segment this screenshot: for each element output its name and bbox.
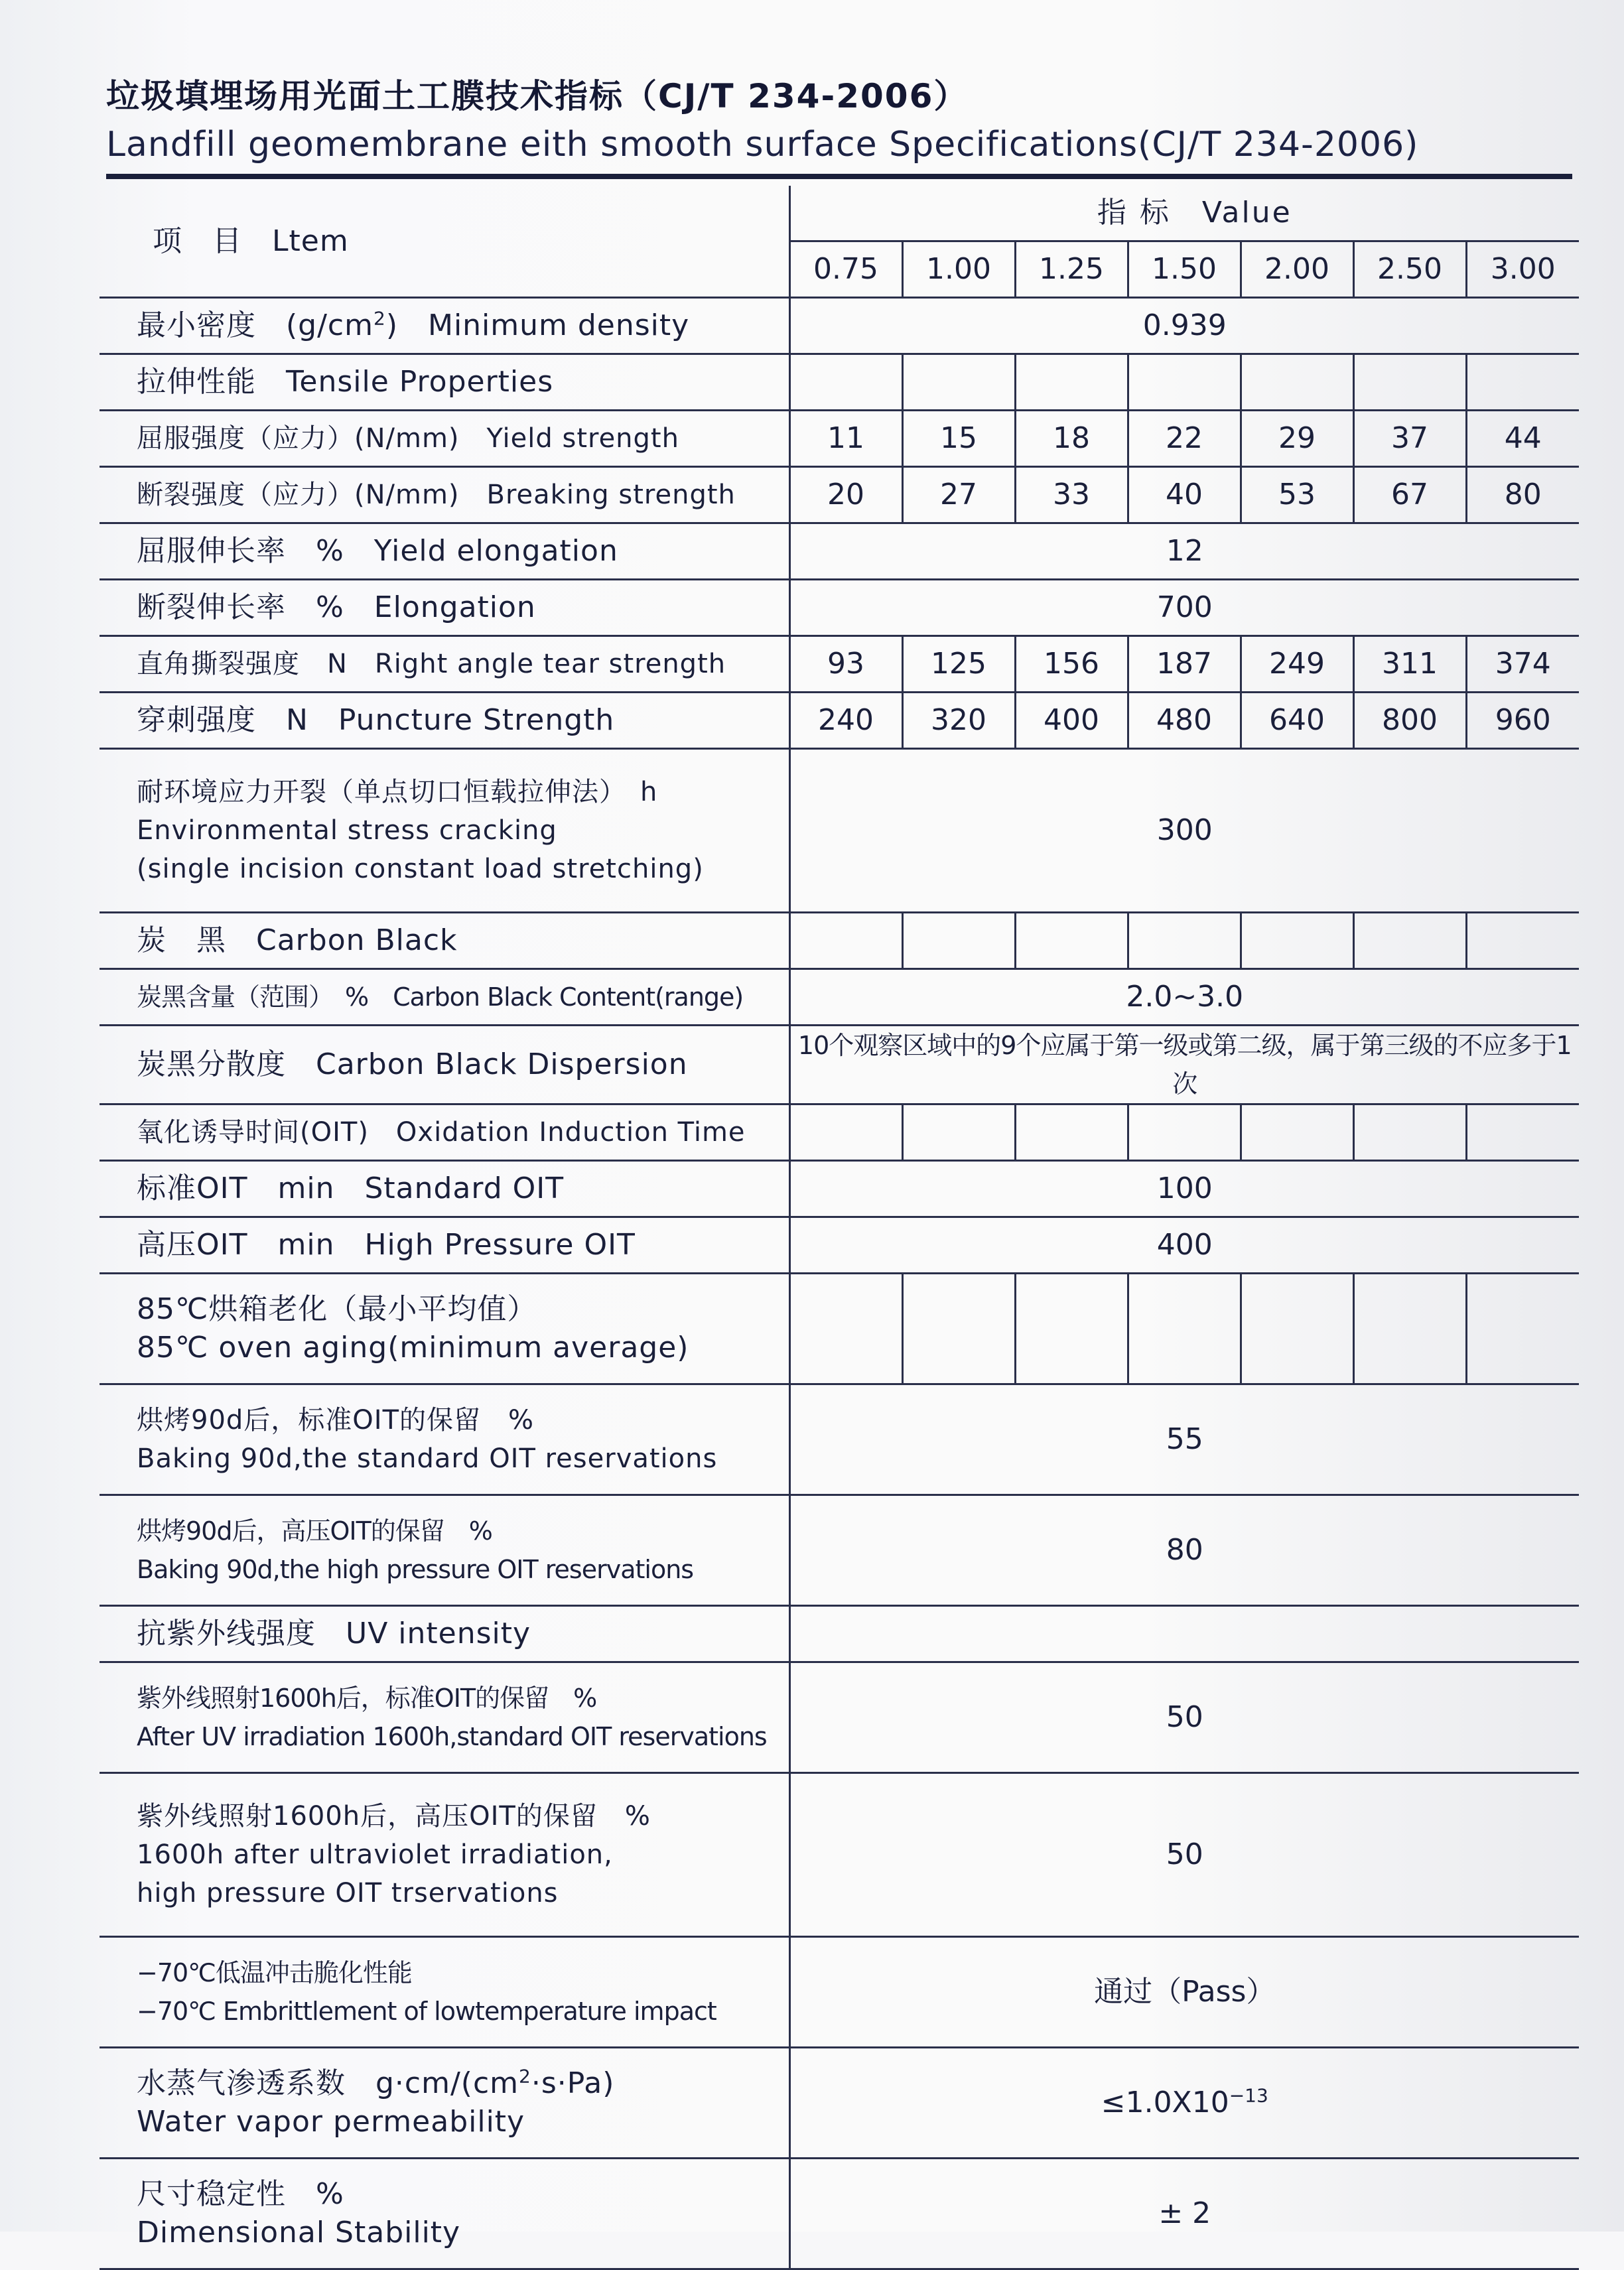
row-puncture <box>100 693 1579 749</box>
row-label: 水蒸气渗透系数 $g\cdot cm/(cm^2\cdot s\cdot Pa)$ Water vapor permeability <box>100 2048 789 2159</box>
row-oit <box>100 1104 1579 1161</box>
empty-cell <box>1466 1104 1579 1161</box>
value-cell: 125 <box>902 636 1015 693</box>
empty-cell <box>1353 1274 1466 1384</box>
empty-cell <box>1353 1104 1466 1161</box>
row-label: 紫外线照射1600h后，高压OIT的保留 % 1600h after ultraviolet irradiation, high pressure OIT trservations <box>100 1773 789 1937</box>
empty-cell <box>1353 913 1466 969</box>
row-label: 屈服伸长率 % Yield elongation <box>100 523 789 580</box>
value-cell: 44 <box>1466 411 1579 467</box>
row-water-vapor <box>100 2048 1579 2159</box>
row-high-pressure-oit <box>100 1217 1579 1274</box>
row-label: 高压OIT min High Pressure OIT <box>100 1217 789 1274</box>
row-value: $\le 1.0X10^{-13}$ <box>789 2048 1579 2159</box>
row-min-density <box>100 298 1579 354</box>
thickness-cell: 1.25 <box>1015 241 1128 298</box>
header-value: 指 标 Value <box>789 186 1579 241</box>
thickness-cell: 0.75 <box>789 241 902 298</box>
row-label: 标准OIT min Standard OIT <box>100 1161 789 1217</box>
row-value: 700 <box>789 580 1579 636</box>
empty-cell <box>1015 1104 1128 1161</box>
value-cell: 156 <box>1015 636 1128 693</box>
empty-cell <box>1466 913 1579 969</box>
thickness-cell: 2.00 <box>1241 241 1353 298</box>
empty-cell <box>789 913 902 969</box>
row-value: 50 <box>789 1773 1579 1937</box>
empty-cell <box>1128 1104 1241 1161</box>
row-uv-standard-oit <box>100 1662 1579 1773</box>
value-cell: 400 <box>1015 693 1128 749</box>
empty-cell <box>1015 913 1128 969</box>
empty-cell <box>1241 913 1353 969</box>
row-value: 100 <box>789 1161 1579 1217</box>
document-header <box>106 73 1579 170</box>
value-cell: 311 <box>1353 636 1466 693</box>
value-cell: 800 <box>1353 693 1466 749</box>
thickness-cell: 3.00 <box>1466 241 1579 298</box>
row-label: 抗紫外线强度 UV intensity <box>100 1606 789 1662</box>
row-label: 拉伸性能 Tensile Properties <box>100 354 789 411</box>
title-rule <box>106 174 1572 179</box>
value-cell: 18 <box>1015 411 1128 467</box>
empty-cell <box>1466 354 1579 411</box>
row-label: 烘烤90d后，高压OIT的保留 % Baking 90d,the high pressure OIT reservations <box>100 1495 789 1606</box>
row-label: 85℃烘箱老化（最小平均值） 85℃ oven aging(minimum average) <box>100 1274 789 1384</box>
row-value: 50 <box>789 1662 1579 1773</box>
value-cell: 320 <box>902 693 1015 749</box>
empty-cell <box>1466 1274 1579 1384</box>
value-cell: 33 <box>1015 467 1128 523</box>
empty-cell <box>1015 354 1128 411</box>
row-value: 400 <box>789 1217 1579 1274</box>
row-label: 穿刺强度 N Puncture Strength <box>100 693 789 749</box>
empty-cell <box>789 1606 1579 1662</box>
thickness-cell: 1.50 <box>1128 241 1241 298</box>
empty-cell <box>1241 1274 1353 1384</box>
thickness-cell: 1.00 <box>902 241 1015 298</box>
row-label: 断裂伸长率 % Elongation <box>100 580 789 636</box>
value-cell: 29 <box>1241 411 1353 467</box>
value-cell: 240 <box>789 693 902 749</box>
empty-cell <box>1128 354 1241 411</box>
row-label: 炭黑分散度 Carbon Black Dispersion <box>100 1026 789 1104</box>
row-label: 炭 黑 Carbon Black <box>100 913 789 969</box>
row-value: 12 <box>789 523 1579 580</box>
header-row <box>100 186 1579 241</box>
value-cell: 187 <box>1128 636 1241 693</box>
value-cell: 67 <box>1353 467 1466 523</box>
row-label: 尺寸稳定性 % Dimensional Stability <box>100 2159 789 2269</box>
row-label: 最小密度 $(g/cm^2)$ Minimum density <box>100 298 789 354</box>
row-label: 烘烤90d后，标准OIT的保留 % Baking 90d,the standard OIT reservations <box>100 1384 789 1495</box>
row-elongation <box>100 580 1579 636</box>
value-cell: 27 <box>902 467 1015 523</box>
header-item: 项 目 Ltem <box>100 186 789 298</box>
row-low-temp-impact <box>100 1937 1579 2048</box>
value-cell: 20 <box>789 467 902 523</box>
row-label: 紫外线照射1600h后，标准OIT的保留 % After UV irradiation 1600h,standard OIT reservations <box>100 1662 789 1773</box>
row-yield-strength <box>100 411 1579 467</box>
row-value: 通过（Pass） <box>789 1937 1579 2048</box>
value-cell: 40 <box>1128 467 1241 523</box>
row-tensile <box>100 354 1579 411</box>
empty-cell <box>902 1104 1015 1161</box>
value-cell: 15 <box>902 411 1015 467</box>
thickness-cell: 2.50 <box>1353 241 1466 298</box>
row-label: 氧化诱导时间(OIT) Oxidation Induction Time <box>100 1104 789 1161</box>
row-value: 300 <box>789 749 1579 913</box>
row-oven-aging <box>100 1274 1579 1384</box>
value-cell: 480 <box>1128 693 1241 749</box>
value-cell: 80 <box>1466 467 1579 523</box>
row-standard-oit <box>100 1161 1579 1217</box>
row-label: 直角撕裂强度 N Right angle tear strength <box>100 636 789 693</box>
row-label: 炭黑含量（范围） % Carbon Black Content(range) <box>100 969 789 1026</box>
value-cell: 960 <box>1466 693 1579 749</box>
value-cell: 11 <box>789 411 902 467</box>
empty-cell <box>1241 354 1353 411</box>
row-value: 55 <box>789 1384 1579 1495</box>
row-carbon-black <box>100 913 1579 969</box>
value-cell: 374 <box>1466 636 1579 693</box>
row-uv-high-oit <box>100 1773 1579 1937</box>
value-cell: 93 <box>789 636 902 693</box>
empty-cell <box>789 354 902 411</box>
row-escr <box>100 749 1579 913</box>
value-cell: 37 <box>1353 411 1466 467</box>
value-cell: 22 <box>1128 411 1241 467</box>
value-cell: 249 <box>1241 636 1353 693</box>
row-baking-standard-oit <box>100 1384 1579 1495</box>
row-carbon-dispersion <box>100 1026 1579 1104</box>
row-baking-high-oit <box>100 1495 1579 1606</box>
row-value: ± 2 <box>789 2159 1579 2269</box>
empty-cell <box>902 913 1015 969</box>
empty-cell <box>1128 913 1241 969</box>
row-label: −70℃低温冲击脆化性能 −70℃ Embrittlement of lowtemperature impact <box>100 1937 789 2048</box>
row-value: 0.939 <box>789 298 1579 354</box>
row-value: 80 <box>789 1495 1579 1606</box>
value-cell: 640 <box>1241 693 1353 749</box>
empty-cell <box>789 1274 902 1384</box>
row-yield-elongation <box>100 523 1579 580</box>
empty-cell <box>789 1104 902 1161</box>
specification-table <box>100 186 1579 2270</box>
row-label: 屈服强度（应力）(N/mm) Yield strength <box>100 411 789 467</box>
row-value: 2.0~3.0 <box>789 969 1579 1026</box>
title-english: Landfill geomembrane eith smooth surface Specifications(CJ/T 234-2006) <box>106 125 1419 165</box>
title-chinese: 垃圾填埋场用光面土工膜技术指标（CJ/T 234-2006） <box>106 77 969 115</box>
empty-cell <box>1128 1274 1241 1384</box>
empty-cell <box>1015 1274 1128 1384</box>
row-label: 耐环境应力开裂（单点切口恒载拉伸法） h Environmental stress cracking (single incision constant load stretching) <box>100 749 789 913</box>
row-carbon-content <box>100 969 1579 1026</box>
empty-cell <box>1353 354 1466 411</box>
row-dimensional-stability <box>100 2159 1579 2269</box>
empty-cell <box>1241 1104 1353 1161</box>
empty-cell <box>902 354 1015 411</box>
empty-cell <box>902 1274 1015 1384</box>
value-cell: 53 <box>1241 467 1353 523</box>
row-breaking-strength <box>100 467 1579 523</box>
row-uv-intensity <box>100 1606 1579 1662</box>
row-tear-strength <box>100 636 1579 693</box>
row-label: 断裂强度（应力）(N/mm) Breaking strength <box>100 467 789 523</box>
row-value: 10个观察区域中的9个应属于第一级或第二级，属于第三级的不应多于1次 <box>789 1026 1579 1104</box>
